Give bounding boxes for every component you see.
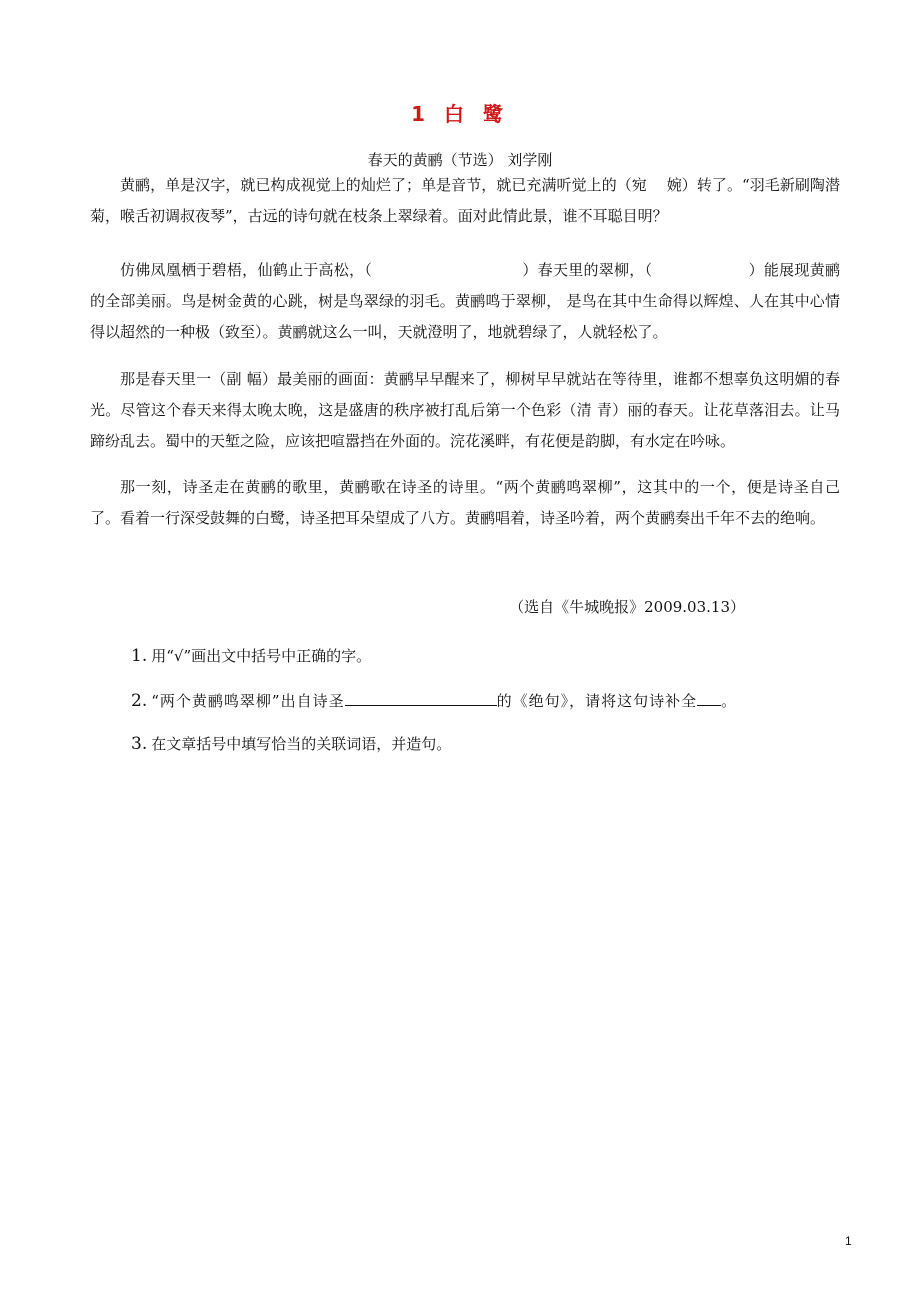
question-1 — [131, 645, 371, 666]
paragraph-2-part-a: 仿佛凤凰栖于碧梧，仙鹤止于高松，（ — [120, 261, 373, 279]
question-2 — [131, 690, 736, 711]
question-1-number: 1. — [131, 646, 148, 666]
question-3-number: 3. — [131, 734, 148, 754]
source-citation: （选自《牛城晚报》2009.03.13） — [509, 598, 745, 616]
page-title: 1 白 鹭 — [411, 102, 509, 126]
question-2-part-a: “两个黄鹂鸣翠柳”出自诗圣 — [151, 692, 345, 710]
question-2-part-c: 。 — [721, 692, 737, 710]
question-2-number: 2. — [131, 691, 148, 711]
page-number: 1 — [845, 1234, 852, 1248]
question-2-part-b: 的《绝句》，请将这句诗补全 — [496, 692, 698, 710]
paragraph-3: 那是春天里一（副 幅）最美丽的画面：黄鹂早早醒来了，柳树早早就站在等待里，谁都不想辜负这明媚的春光。尽管这个春天来得太晚太晚，这是盛唐的秩序被打乱后第一个色彩（清 青）丽的春天。让花草落泪去。让马蹄纷乱去。蜀中的天堑之险，应该把喧嚣挡在外面的。浣花溪畔，有花便是韵脚，有水定在吟咏。 — [90, 370, 840, 450]
paragraph-1: 黄鹂，单是汉字，就已构成视觉上的灿烂了；单是音节，就已充满听觉上的（宛 婉）转了。“羽毛新刷陶潜菊，喉舌初调叔夜琴”，古远的诗句就在枝条上翠绿着。面对此情此景，谁不耳聪目明？ — [90, 176, 840, 225]
paragraph-4: 那一刻，诗圣走在黄鹂的歌里，黄鹂歌在诗圣的诗里。“两个黄鹂鸣翠柳”，这其中的一个，便是诗圣自己了。看着一行深受鼓舞的白鹭，诗圣把耳朵望成了八方。黄鹂唱着，诗圣吟着，两个黄鹂奏出千年不去的绝响。 — [90, 478, 840, 527]
paragraph-2-part-b: ）春天里的翠柳，（ — [522, 261, 653, 279]
question-3-text: 在文章括号中填写恰当的关联词语，并造句。 — [151, 735, 452, 753]
question-1-text: 用“√”画出文中括号中正确的字。 — [151, 647, 372, 665]
paragraph-2 — [90, 255, 840, 348]
poet-answer-line[interactable] — [345, 691, 497, 706]
article-subtitle: 春天的黄鹂（节选） 刘学刚 — [367, 151, 553, 169]
poem-answer-line[interactable] — [697, 691, 721, 706]
question-3 — [131, 733, 451, 754]
paragraph-2-part-c: ）能展现黄鹂的全部美丽。鸟是树金黄的心跳，树是鸟翠绿的羽毛。黄鹂鸣于翠柳， 是鸟在其中生命得以辉煌、人在其中心情得以超然的一种极（致至）。黄鹂就这么一叫，天就澄明了，地就碧绿了，人就轻松了。 — [90, 261, 840, 341]
